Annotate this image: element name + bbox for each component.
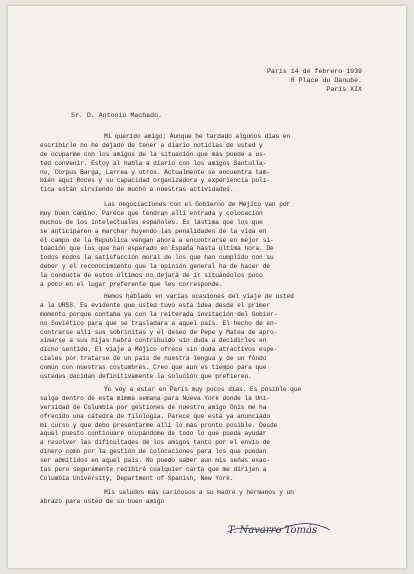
letter-line: Hemos hablado en varias ocasiones del viaje de usted bbox=[104, 293, 294, 300]
letter-line: Las negociaciones con el Gobierno de Méjico van por bbox=[104, 201, 291, 208]
letter-line: Mis saludos más cariñosos a su madre y hermanos y un bbox=[104, 489, 294, 496]
letter-line: se anticiparon a marchar huyendo las penalidades de la vida en bbox=[40, 227, 267, 235]
letter-line: a la URSS. Es evidente que usted tuvo esta idea desde el primer bbox=[40, 301, 270, 309]
letter-line: el campo de la República vengan ahora a encontrarse en mejor si- bbox=[40, 236, 274, 244]
letter-line: bién aquí Roces y su capacidad organizadora y experiencia polí- bbox=[40, 177, 270, 185]
letter-line: a poco en el lugar preferente que les corresponde. bbox=[40, 281, 223, 289]
salutation: Sr. D. Antonio Machado. bbox=[71, 112, 163, 119]
letter-line: Yo voy a estar en París muy pocos días. Es posible que bbox=[104, 386, 302, 393]
letter-line: ofrecido una cátedra de filología. Parece que está ya anunciado bbox=[40, 412, 270, 420]
letter-line: contrarse allí sus sobrinitas y el deseo de Pepe y Matea de apro- bbox=[40, 328, 278, 336]
letter-line: no Soviético para que se trasladara a aquel país. El hecho de en- bbox=[40, 319, 278, 327]
letter-line: muy buen camino. Parece que tendran allí entrada y colocación bbox=[40, 209, 263, 217]
letter-line: versidad de Columbia por gestiones de nuestro amigo Onís me ha bbox=[40, 403, 267, 411]
letter-line: común con nuestras costumbres. Creo que aun es tiempo para que bbox=[40, 364, 267, 372]
letter-line: tas pero seguramente recibiré cualquier carta que me dirijan a bbox=[40, 466, 267, 474]
letter-line: Columbia University, Department of Spanish, New York. bbox=[40, 474, 234, 482]
letter-line: dicho sentido. El viaje a Méjico ofrece sin duda atractivos espe- bbox=[40, 346, 278, 354]
paragraph-2 bbox=[40, 201, 291, 290]
letter-line: ser admitidos en aquel país. No puedo saber aun mis señas exac- bbox=[40, 457, 270, 465]
signature: T. Navarro Tomás bbox=[228, 525, 318, 536]
letter-line: deber y el reconocimiento que la opinión general ha de hacer de bbox=[40, 263, 270, 271]
letter-line: ciales por tratarse de un país de nuestra lengua y de un fondo bbox=[40, 355, 267, 363]
letter-line: la conducta de estos últimos no dejará de ir situándolos poco bbox=[40, 272, 263, 280]
letter-line: muchos de los intelectuales españoles. Es lástima que los que bbox=[40, 218, 263, 226]
date-line: Paris 14 de febrero 1939 bbox=[267, 68, 362, 75]
letter-line: ustedes decidan definitivamente la solución que prefieren. bbox=[40, 373, 252, 381]
letter-line: salga dentro de esta mimma semana para Nueva York donde la Uni- bbox=[40, 394, 270, 402]
letter-line: Mi querido amigo: Aunque he tardado algunos dias en bbox=[104, 133, 291, 140]
letter-sheet bbox=[8, 6, 406, 568]
city-line: Paris XIX bbox=[326, 85, 362, 93]
paragraph-1 bbox=[40, 133, 291, 195]
paragraph-4 bbox=[40, 386, 302, 484]
letter-line: escribirle no he dejado de tener a diario noticias de usted y bbox=[40, 141, 263, 149]
letter-line: no, Corpus Barga, Larrea y otros. Actualmente se encuentra tam- bbox=[40, 168, 270, 176]
letter-line: a resolver las dificultades de los amigos tanto por el envío de bbox=[40, 439, 270, 447]
letter-line: aquel puesto continuaré ocupándome de todo lo que pueda ayudar bbox=[40, 430, 267, 438]
letter-line: de ocuparme con los amigos de la situación que más puede a us- bbox=[40, 150, 267, 158]
address-line: 8 Place du Danube. bbox=[290, 76, 362, 84]
paragraph-5 bbox=[40, 489, 294, 507]
letter-line: dinero como por la gestión de colocaciones para los que puedan bbox=[40, 448, 267, 456]
letter-line: tica están sirviendo de mucho a nuestras actividades. bbox=[40, 186, 234, 194]
letter-line: tuación que los que han esperado en España hasta última hora. De bbox=[40, 245, 274, 253]
letter-line: momento porque contaba ya con la reiterada invitación del Gobier- bbox=[40, 310, 278, 318]
letter-line: todos modos la satisfacción moral de los que han cumplido con su bbox=[40, 254, 274, 262]
paragraph-3 bbox=[40, 293, 294, 382]
letter-line: abrazo para usted de su buen amigo bbox=[40, 497, 165, 505]
letter-line: mi curso y que debo presentarme allí lo más pronto posible. Desde bbox=[40, 421, 278, 429]
letter-line: ximarse a sus hijas habrá contribuido sin duda a decidirles en bbox=[40, 337, 267, 345]
letter-header bbox=[267, 67, 362, 94]
letter-line: ted convenir. Estoy al habla a diario con los amigos Santulla- bbox=[40, 159, 267, 167]
